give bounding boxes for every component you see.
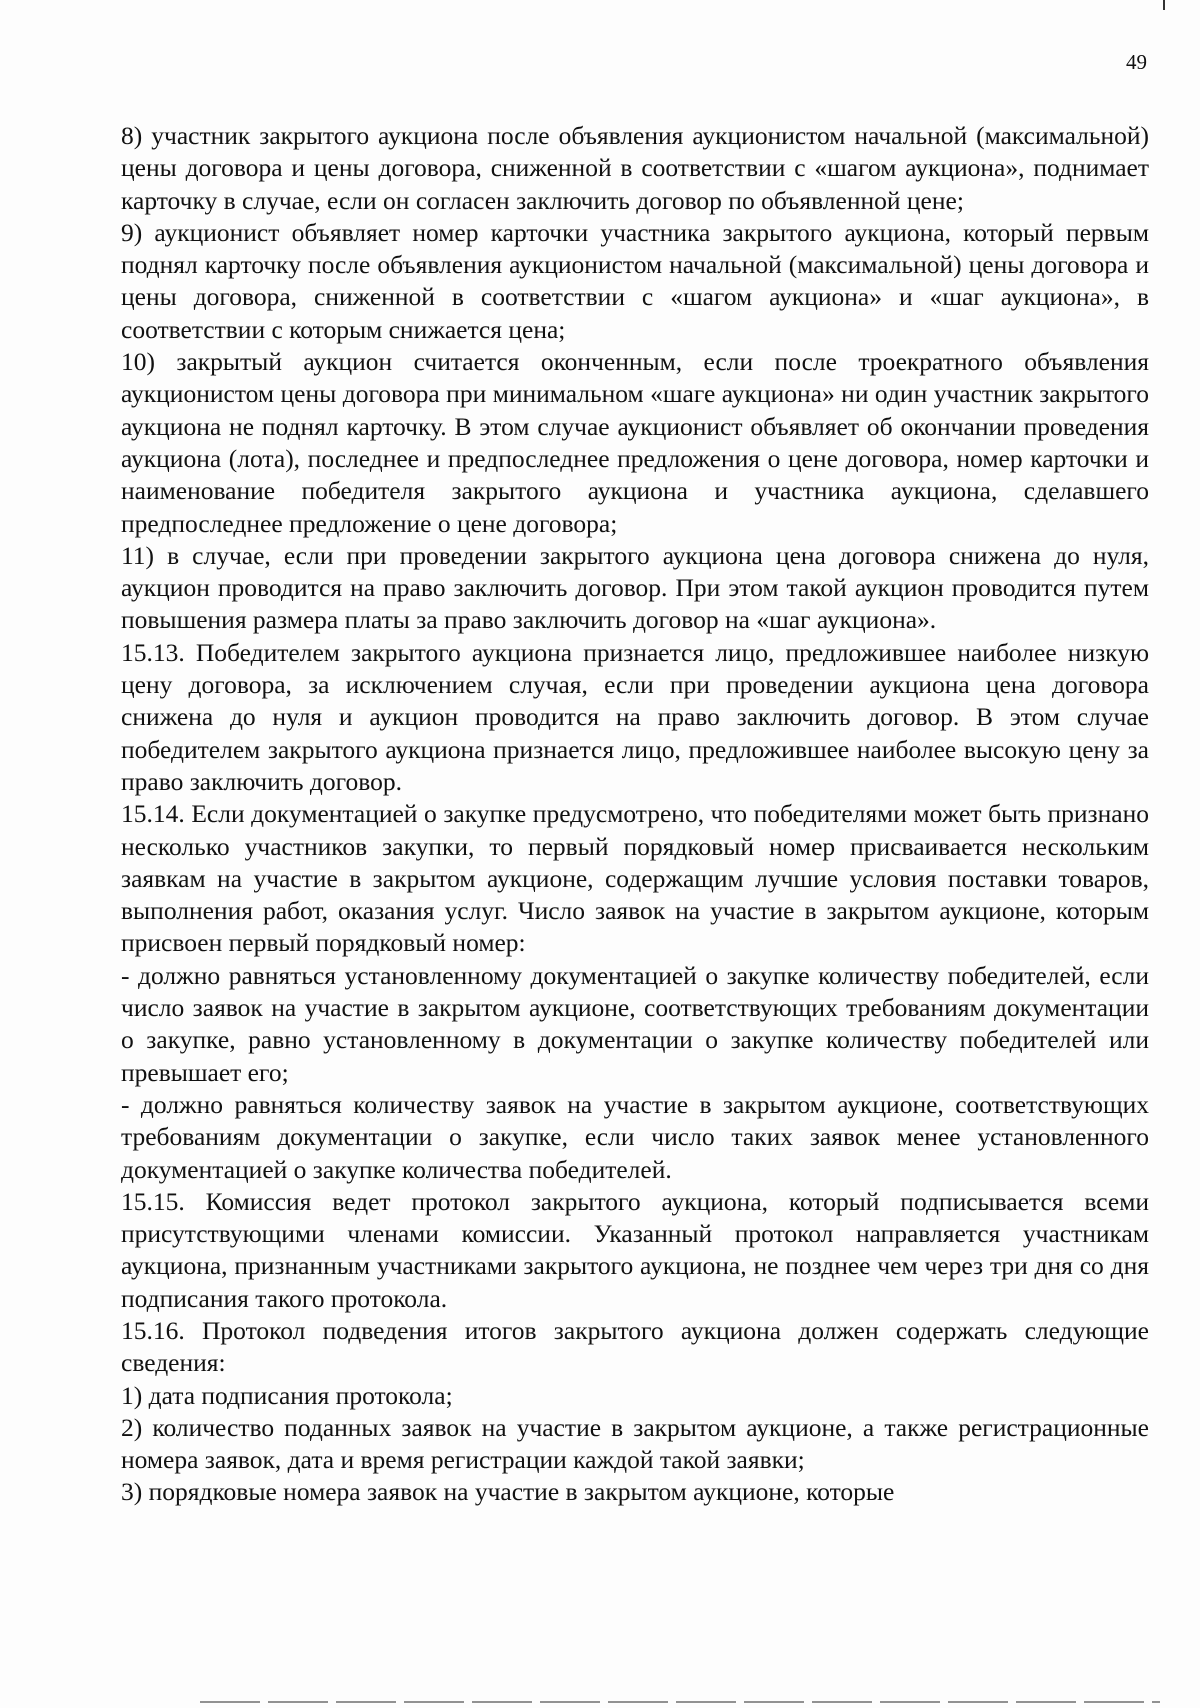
- document-body: [121, 120, 1149, 1509]
- scan-edge-mark: [1163, 0, 1165, 10]
- paragraph-item-8: 8) участник закрытого аукциона после объявления аукционистом начальной (максимальной) цены договора и цены договора, сниженной в соответствии с «шагом аукциона», поднимает карточку в случае, если он согласен заключить договор по объявленной цене;: [121, 121, 1149, 215]
- paragraph-dash-item-2: - должно равняться количеству заявок на участие в закрытом аукционе, соответствующих требованиям документации о закупке, если число таких заявок менее установленного документацией о закупке количества победителей.: [121, 1089, 1149, 1184]
- page-number: 49: [1126, 50, 1147, 74]
- paragraph-list-item-3: 3) порядковые номера заявок на участие в закрытом аукционе, которые: [121, 1477, 895, 1507]
- paragraph-clause-15-14: 15.14. Если документацией о закупке предусмотрено, что победителями может быть признано несколько участников закупки, то первый порядковый номер присваивается нескольким заявкам на участие в закрытом аукционе, содержащим лучшие условия поставки товаров, выполнения работ, оказания услуг. Число заявок на участие в закрытом аукционе, которым присвоен первый порядковый номер:: [121, 799, 1149, 958]
- paragraph-clause-15-16: 15.16. Протокол подведения итогов закрытого аукциона должен содержать следующие сведения:: [121, 1315, 1149, 1378]
- paragraph-dash-item-1: - должно равняться установленному документацией о закупке количеству победителей, если число заявок на участие в закрытом аукционе, соответствующих требованиям документации о закупке, равно установленному в документации о закупке количеству победителей или превышает его;: [121, 960, 1149, 1087]
- paragraph-list-item-2: 2) количество поданных заявок на участие в закрытом аукционе, а также регистрационные номера заявок, дата и время регистрации каждой такой заявки;: [121, 1412, 1149, 1475]
- paragraph-item-10: 10) закрытый аукцион считается оконченным, если после троекратного объявления аукционистом цены договора при минимальном «шаге аукциона» ни один участник закрытого аукциона не поднял карточку. В этом случае аукционист объявляет об окончании проведения аукциона (лота), последнее и предпоследнее предложения о цене договора, номер карточки и наименование победителя закрытого аукциона и участника аукциона, сделавшего предпоследнее предложение о цене договора;: [121, 347, 1149, 538]
- scan-bottom-rule: [200, 1701, 1160, 1703]
- paragraph-clause-15-15: 15.15. Комиссия ведет протокол закрытого аукциона, который подписывается всеми присутствующими членами комиссии. Указанный протокол направляется участникам аукциона, признанным участниками закрытого аукциона, не позднее чем через три дня со дня подписания такого протокола.: [121, 1186, 1149, 1313]
- paragraph-clause-15-13: 15.13. Победителем закрытого аукциона признается лицо, предложившее наиболее низкую цену договора, за исключением случая, если при проведении аукциона цена договора снижена до нуля и аукцион проводится на право заключить договор. В этом случае победителем закрытого аукциона признается лицо, предложившее наиболее высокую цену за право заключить договор.: [121, 637, 1149, 796]
- paragraph-item-9: 9) аукционист объявляет номер карточки участника закрытого аукциона, который первым поднял карточку после объявления аукционистом начальной (максимальной) цены договора и цены договора, сниженной в соответствии с «шагом аукциона» и «шаг аукциона», в соответствии с которым снижается цена;: [121, 217, 1149, 344]
- paragraph-item-11: 11) в случае, если при проведении закрытого аукциона цена договора снижена до нуля, аукцион проводится на право заключить договор. При этом такой аукцион проводится путем повышения размера платы за право заключить договор на «шаг аукциона».: [121, 540, 1149, 635]
- paragraph-list-item-1: 1) дата подписания протокола;: [121, 1380, 453, 1410]
